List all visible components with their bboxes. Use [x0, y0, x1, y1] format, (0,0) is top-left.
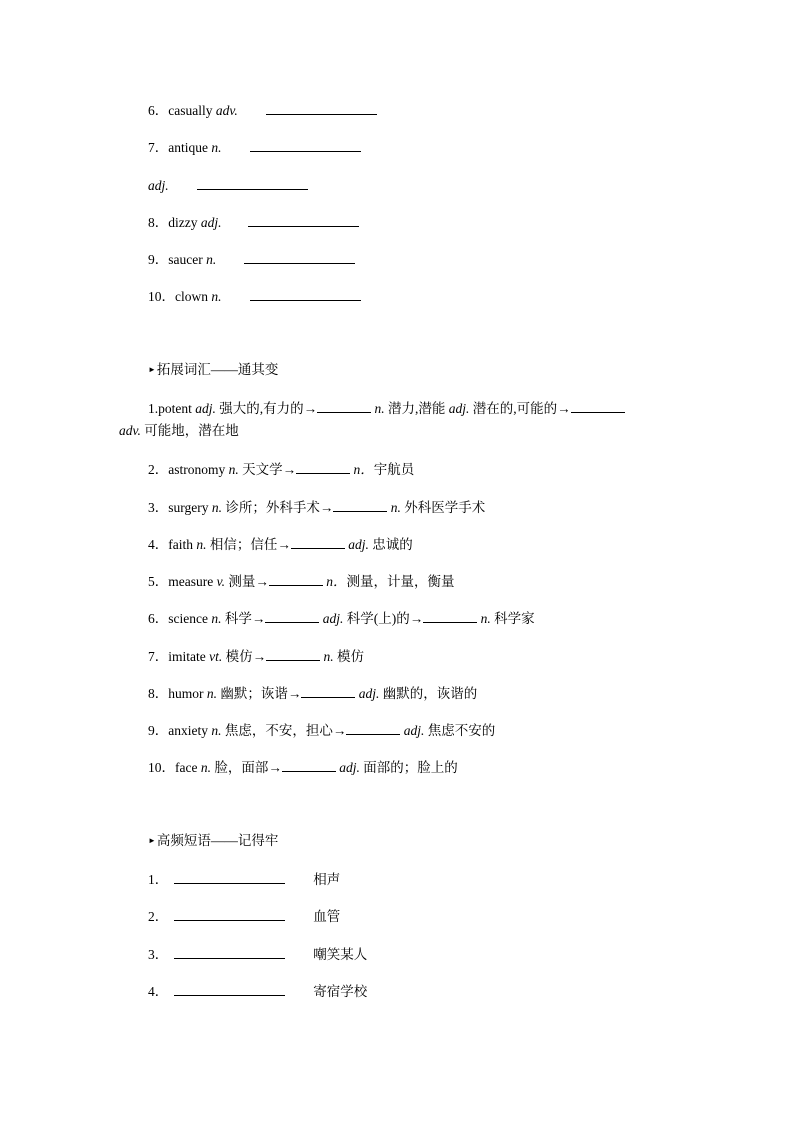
item-number: 2．	[148, 909, 169, 924]
extend-item-imitate	[148, 646, 364, 666]
item-word: imitate	[168, 649, 210, 664]
item-word: casually	[168, 103, 216, 118]
answer-blank[interactable]	[423, 608, 477, 623]
item-meaning2: 潜力,潜能	[384, 401, 449, 416]
answer-blank[interactable]	[174, 906, 285, 921]
item-pos2: adj.	[335, 760, 360, 775]
item-number: 3．	[148, 500, 169, 515]
item-number: 3．	[148, 947, 169, 962]
item-number: 1.	[148, 401, 159, 416]
item-meaning: 嘲笑某人	[313, 947, 368, 962]
phrase-item	[148, 906, 340, 926]
answer-blank[interactable]	[250, 137, 361, 152]
vocab-item-dizzy	[148, 212, 359, 232]
answer-blank[interactable]	[174, 981, 285, 996]
item-pos: n.	[211, 500, 222, 515]
item-meaning: 焦虑，不安，担心→	[221, 723, 347, 738]
phrase-item	[148, 981, 367, 1001]
extend-item-surgery	[148, 497, 485, 517]
item-pos2: adj.	[400, 723, 425, 738]
item-meaning2: 忠诚的	[368, 537, 413, 552]
vocab-item-casually	[148, 100, 377, 120]
item-word: face	[175, 760, 201, 775]
answer-blank[interactable]	[282, 757, 336, 772]
answer-blank[interactable]	[265, 608, 319, 623]
vocab-item-antique-adj	[148, 175, 308, 195]
item-pos: adv.	[119, 423, 141, 438]
item-number: 5．	[148, 574, 169, 589]
item-number: 4．	[148, 984, 169, 999]
item-meaning2: 面部的；脸上的	[359, 760, 458, 775]
item-meaning: 幽默；诙谐→	[217, 686, 302, 701]
extend-item-measure	[148, 571, 454, 591]
answer-blank[interactable]	[197, 175, 308, 190]
item-pos: n.	[228, 462, 239, 477]
answer-blank[interactable]	[346, 720, 400, 735]
item-number: 6．	[148, 611, 169, 626]
item-number: 8．	[148, 686, 169, 701]
item-pos: adj.	[200, 215, 222, 230]
answer-blank[interactable]	[296, 459, 350, 474]
phrase-item	[148, 869, 340, 889]
answer-blank[interactable]	[571, 398, 625, 413]
item-pos: adj.	[195, 401, 216, 416]
item-number: 8．	[148, 215, 169, 230]
item-word: dizzy	[168, 215, 201, 230]
item-number: 10．	[148, 760, 175, 775]
phrase-item	[148, 944, 367, 964]
answer-blank[interactable]	[269, 571, 323, 586]
item-number: 1．	[148, 872, 169, 887]
item-meaning: 科学→	[221, 611, 266, 626]
extend-item-anxiety	[148, 720, 495, 740]
item-meaning2: 幽默的，诙谐的	[379, 686, 478, 701]
heading-text: 拓展词汇——通其变	[156, 362, 279, 377]
item-pos: n.	[211, 611, 222, 626]
answer-blank[interactable]	[250, 286, 361, 301]
section-heading-extended-vocab	[148, 361, 278, 379]
item-pos: adj.	[148, 178, 169, 193]
item-meaning: 可能地，潜在地	[140, 423, 239, 438]
answer-blank[interactable]	[266, 646, 320, 661]
vocab-item-saucer	[148, 249, 355, 269]
item-pos: adv.	[215, 103, 238, 118]
item-pos2: n．	[350, 462, 374, 477]
item-number: 7．	[148, 649, 169, 664]
item-word: saucer	[168, 252, 207, 267]
item-meaning: 测量→	[224, 574, 269, 589]
extend-item-face	[148, 757, 458, 777]
item-pos2: adj.	[319, 611, 344, 626]
item-word: clown	[175, 289, 212, 304]
answer-blank[interactable]	[333, 497, 387, 512]
item-meaning2: 焦虑不安的	[424, 723, 496, 738]
item-word: antique	[168, 140, 212, 155]
answer-blank[interactable]	[174, 944, 285, 959]
item-word: science	[168, 611, 212, 626]
item-number: 6．	[148, 103, 169, 118]
answer-blank[interactable]	[266, 100, 377, 115]
item-meaning2: 宇航员	[373, 462, 415, 477]
answer-blank[interactable]	[291, 534, 345, 549]
item-word: anxiety	[168, 723, 212, 738]
item-meaning2: 模仿	[333, 649, 364, 664]
item-number: 4．	[148, 537, 169, 552]
item-pos2: n.	[320, 649, 334, 664]
item-meaning2: 测量，计量，衡量	[346, 574, 455, 589]
item-pos: n.	[206, 686, 217, 701]
item-pos: v.	[216, 574, 225, 589]
extend-item-faith	[148, 534, 413, 554]
vocab-item-clown	[148, 286, 361, 306]
answer-blank[interactable]	[174, 869, 285, 884]
extend-item-humor	[148, 683, 477, 703]
item-number: 2．	[148, 462, 169, 477]
item-meaning: 诊所；外科手术→	[222, 500, 334, 515]
item-pos: n.	[196, 537, 207, 552]
answer-blank[interactable]	[244, 249, 355, 264]
item-meaning3: 科学家	[490, 611, 535, 626]
item-pos2: n．	[322, 574, 347, 589]
item-pos2: n.	[371, 401, 385, 416]
item-word: faith	[168, 537, 197, 552]
triangle-right-icon: ►	[148, 365, 156, 374]
section-heading-phrases	[148, 832, 278, 850]
answer-blank[interactable]	[248, 212, 359, 227]
item-pos2: adj.	[355, 686, 380, 701]
item-pos: n.	[211, 723, 222, 738]
item-pos: n.	[211, 140, 222, 155]
item-number: 10．	[148, 289, 175, 304]
item-meaning: 相信；信任→	[206, 537, 291, 552]
item-meaning: 寄宿学校	[313, 984, 368, 999]
item-meaning3: 潜在的,可能的→	[469, 401, 571, 416]
item-meaning2: 科学(上)的→	[343, 611, 424, 626]
item-pos: n.	[211, 289, 222, 304]
extend-item-potent-cont	[119, 422, 239, 440]
item-word: astronomy	[168, 462, 229, 477]
item-meaning: 强大的,有力的→	[215, 401, 318, 416]
item-word: surgery	[168, 500, 212, 515]
vocab-item-antique	[148, 137, 361, 157]
item-number: 9．	[148, 723, 169, 738]
item-pos2: n.	[387, 500, 401, 515]
item-meaning2: 外科医学手术	[400, 500, 486, 515]
item-meaning: 模仿→	[222, 649, 267, 664]
item-meaning: 血管	[313, 909, 341, 924]
answer-blank[interactable]	[301, 683, 355, 698]
triangle-right-icon: ►	[148, 836, 156, 845]
item-pos: vt.	[209, 649, 223, 664]
item-pos2: adj.	[344, 537, 369, 552]
item-word: potent	[158, 401, 196, 416]
item-pos: n.	[200, 760, 211, 775]
heading-text: 高频短语——记得牢	[156, 833, 279, 848]
item-pos3: adj.	[448, 401, 470, 416]
answer-blank[interactable]	[317, 398, 371, 413]
item-meaning: 天文学→	[238, 462, 297, 477]
item-pos3: n.	[477, 611, 491, 626]
item-meaning: 相声	[313, 872, 341, 887]
item-pos: n.	[206, 252, 217, 267]
extend-item-potent	[148, 398, 625, 418]
item-word: humor	[168, 686, 207, 701]
extend-item-astronomy	[148, 459, 414, 479]
item-word: measure	[168, 574, 217, 589]
item-meaning: 脸，面部→	[210, 760, 282, 775]
item-number: 9．	[148, 252, 169, 267]
item-number: 7．	[148, 140, 169, 155]
extend-item-science	[148, 608, 535, 628]
